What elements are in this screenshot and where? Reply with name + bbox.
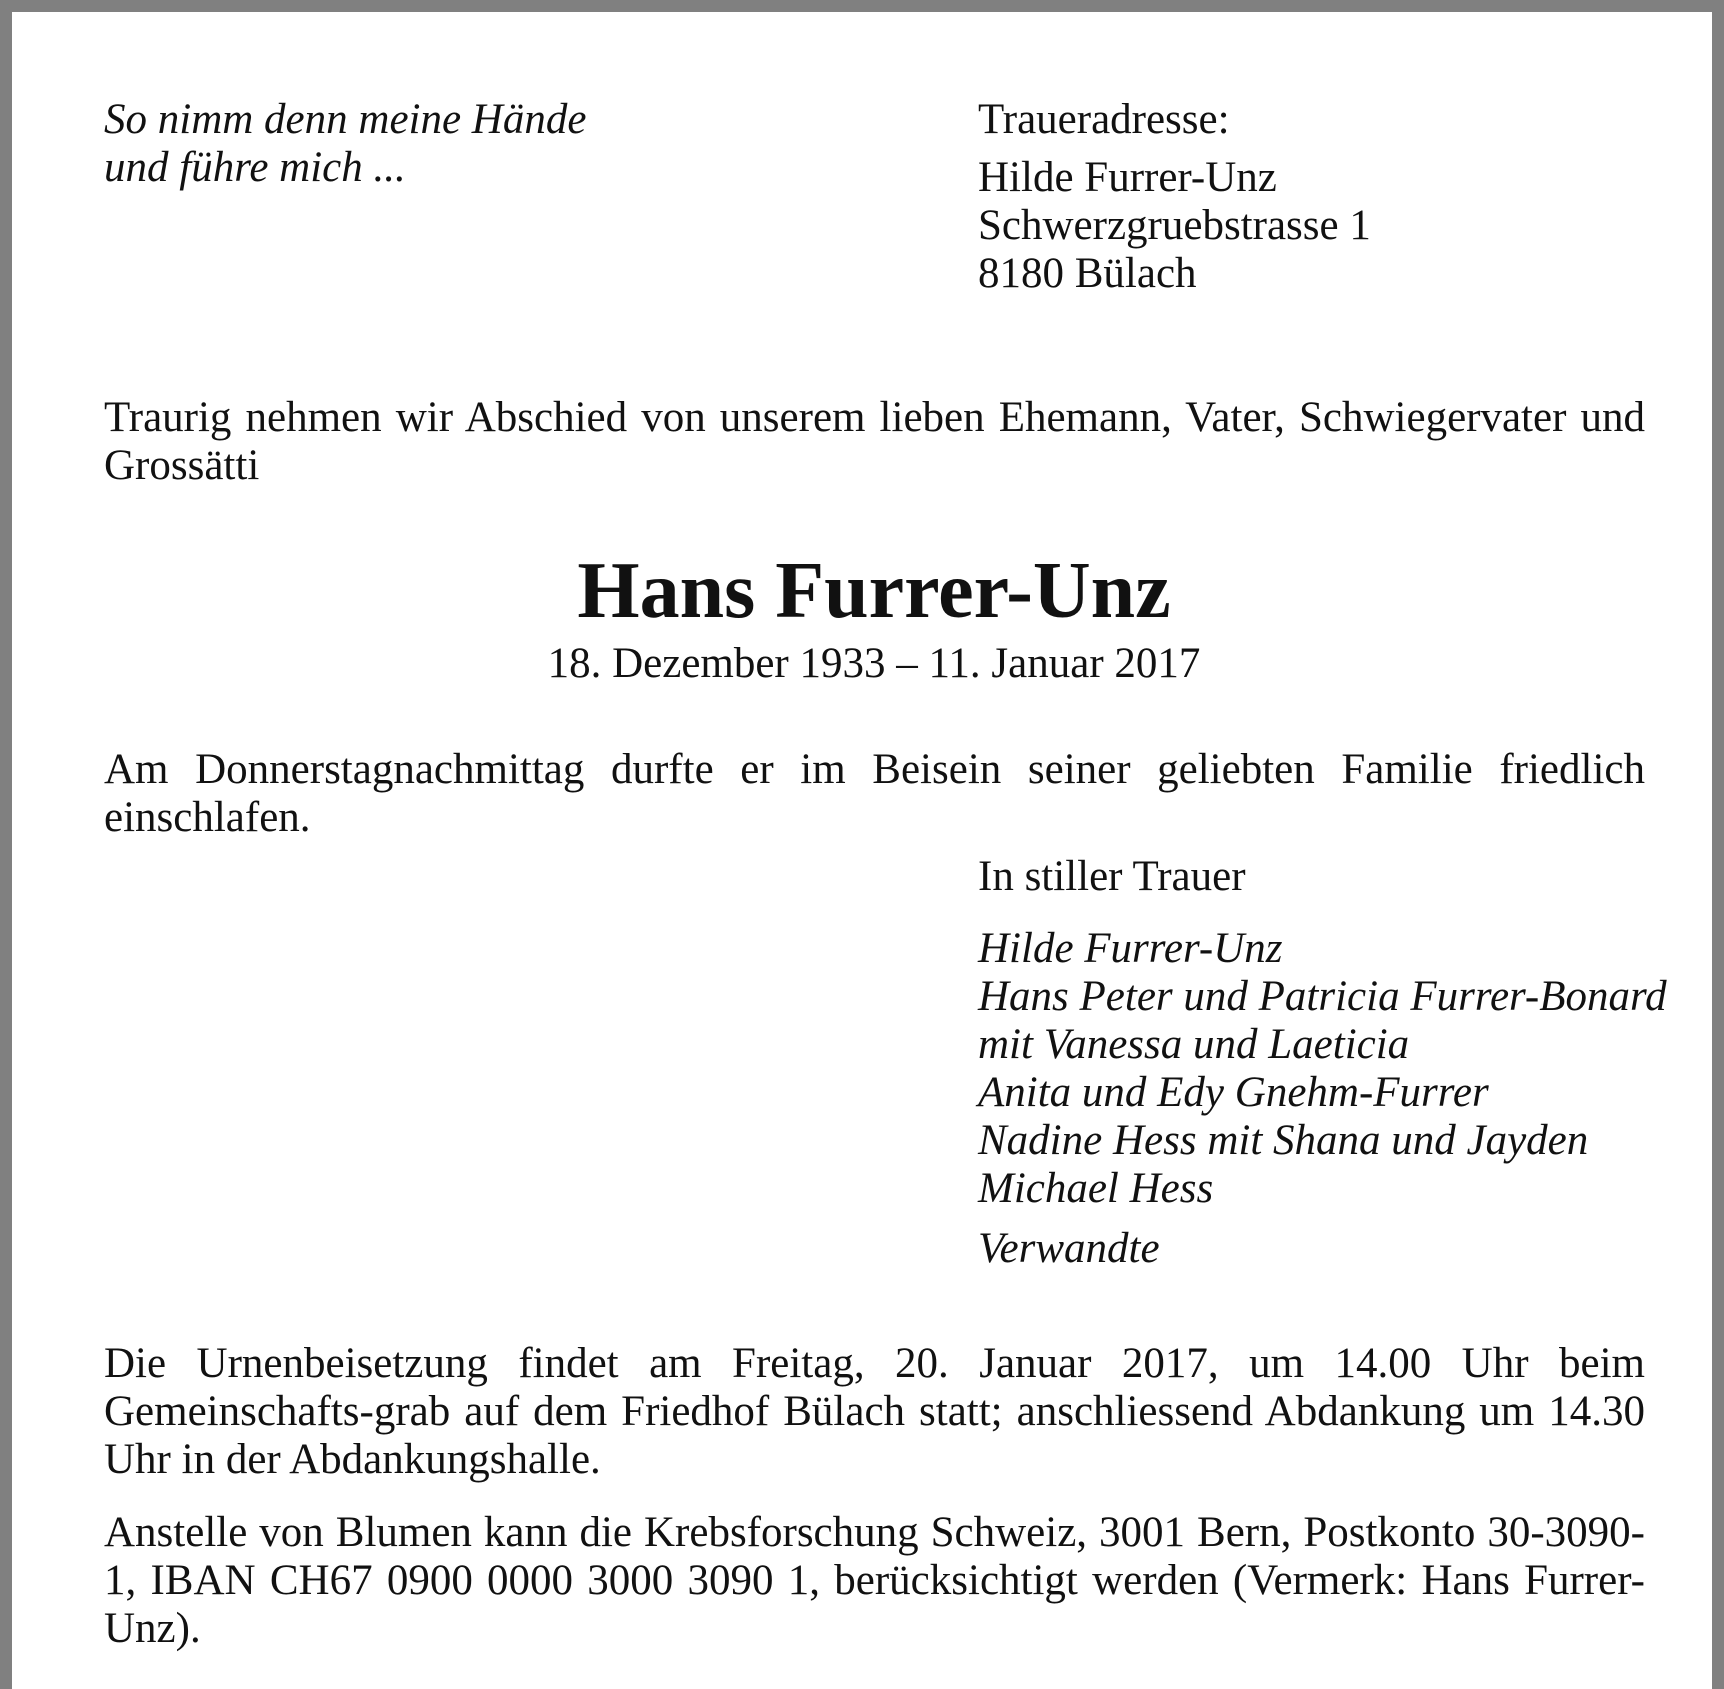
motto-quote [104,96,904,192]
mourner-name: Nadine Hess mit Shana und Jayden [978,1117,1589,1164]
mourning-address [978,96,1678,298]
burial-paragraph: Die Urnenbeisetzung findet am Freitag, 20. Januar 2017, um 14.00 Uhr beim Gemeinschafts-grab auf dem Friedhof Bülach statt; anschliessend Abdankung um 14.30 Uhr in der Abdankungshalle. [104,1340,1645,1483]
motto-line: So nimm denn meine Hände [104,96,587,143]
deceased-name: Hans Furrer-Unz [577,547,1171,635]
life-dates: 18. Dezember 1933 – 11. Januar 2017 [547,640,1201,687]
mourning-heading: In stiller Trauer [978,853,1246,900]
relatives-line: Verwandte [978,1225,1160,1272]
mourner-name: Hans Peter und Patricia Furrer-Bonard [978,973,1667,1020]
donation-paragraph: Anstelle von Blumen kann die Krebsforschung Schweiz, 3001 Bern, Postkonto 30-3090-1, IBAN CH67 0900 0000 3000 3090 1, berücksichtigt werden (Vermerk: Hans Furrer-Unz). [104,1509,1645,1652]
mourner-name: Hilde Furrer-Unz [978,925,1283,972]
intro-paragraph: Traurig nehmen wir Abschied von unserem lieben Ehemann, Vater, Schwiegervater und Grossätti [104,394,1645,489]
mourners-list [978,925,1698,1213]
motto-line: und führe mich ... [104,144,406,191]
mourner-name: mit Vanessa und Laeticia [978,1021,1410,1068]
passing-paragraph: Am Donnerstagnachmittag durfte er im Beisein seiner geliebten Familie friedlich einschlafen. [104,746,1645,841]
address-line: Schwerzgruebstrasse 1 [978,202,1371,249]
address-label: Traueradresse: [978,96,1230,143]
mourner-name: Michael Hess [978,1165,1214,1212]
address-line: 8180 Bülach [978,250,1197,297]
address-line: Hilde Furrer-Unz [978,154,1277,201]
mourner-name: Anita und Edy Gnehm-Furrer [978,1069,1489,1116]
